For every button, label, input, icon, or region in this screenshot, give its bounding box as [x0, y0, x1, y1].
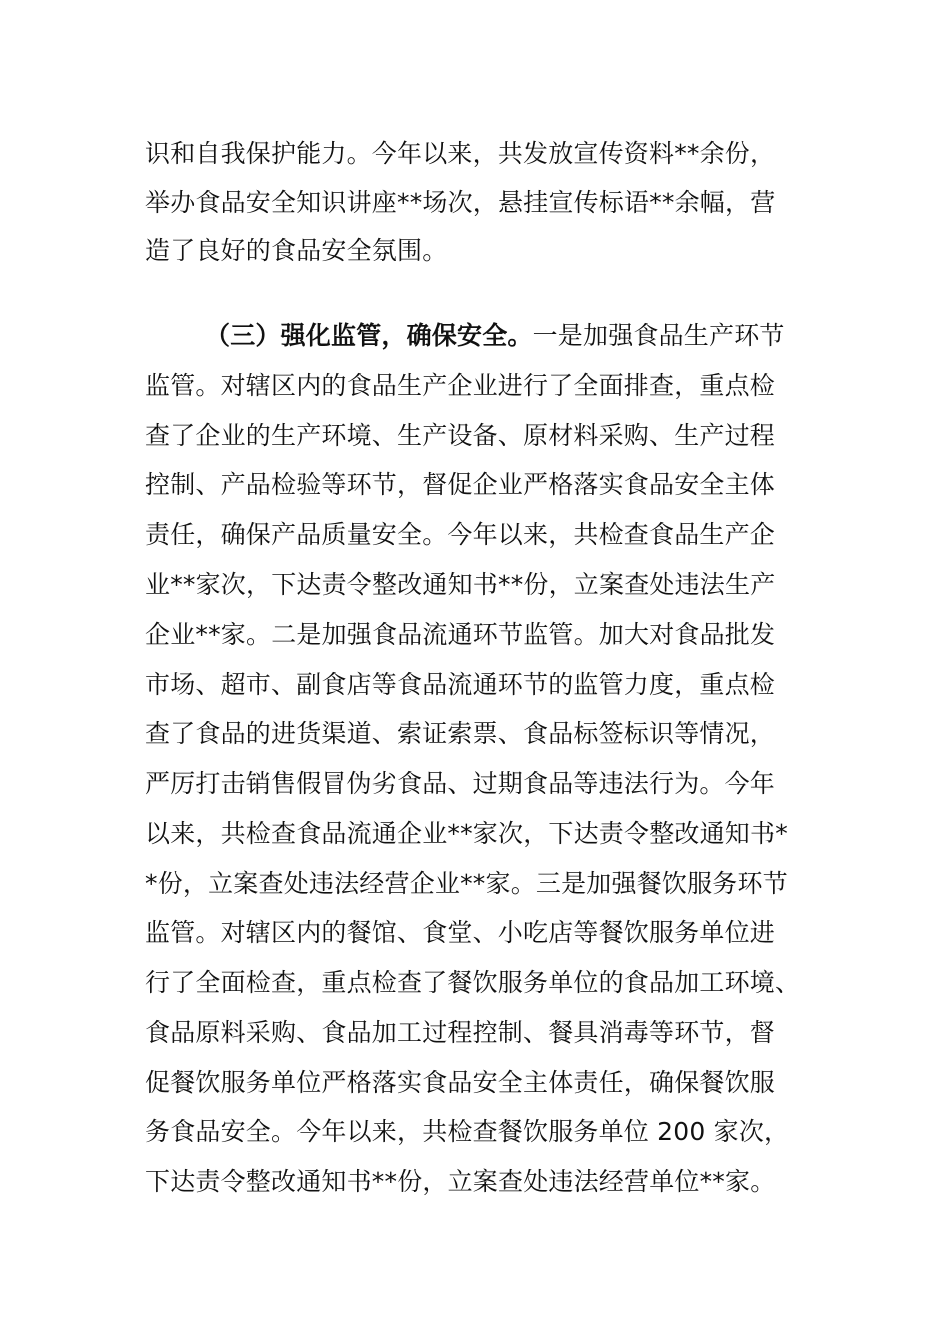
paragraph-line: 市场、超市、副食店等食品流通环节的监管力度，重点检	[145, 670, 776, 699]
paragraph-line: 责任，确保产品质量安全。今年以来，共检查食品生产企	[145, 520, 776, 549]
paragraph-line: 查了企业的生产环境、生产设备、原材料采购、生产过程	[145, 421, 776, 450]
paragraph-line: 严厉打击销售假冒伪劣食品、过期食品等违法行为。今年	[145, 769, 776, 798]
paragraph-line: 控制、产品检验等环节，督促企业严格落实食品安全主体	[145, 470, 776, 499]
paragraph-line: 行了全面检查，重点检查了餐饮服务单位的食品加工环境、	[145, 968, 801, 997]
paragraph-line: 促餐饮服务单位严格落实食品安全主体责任，确保餐饮服	[145, 1068, 776, 1097]
paragraph-line: 举办食品安全知识讲座**场次，悬挂宣传标语**余幅，营	[145, 188, 776, 217]
paragraph-line: *份，立案查处违法经营企业**家。三是加强餐饮服务环节	[145, 869, 788, 898]
paragraph-line: 业**家次，下达责令整改通知书**份，立案查处违法生产	[145, 570, 776, 599]
paragraph-line: 查了食品的进货渠道、索证索票、食品标签标识等情况，	[145, 719, 776, 748]
paragraph-line: 识和自我保护能力。今年以来，共发放宣传资料**余份，	[145, 139, 776, 168]
section-3-first-line	[205, 316, 805, 356]
paragraph-line: 造了良好的食品安全氛围。	[145, 236, 448, 265]
paragraph-line: 下达责令整改通知书**份，立案查处违法经营单位**家。	[145, 1167, 776, 1196]
section-3-heading: （三）强化监管，确保安全。	[205, 321, 533, 350]
paragraph-line: 企业**家。二是加强食品流通环节监管。加大对食品批发	[145, 620, 776, 649]
paragraph-line: 务食品安全。今年以来，共检查餐饮服务单位 200 家次，	[145, 1117, 790, 1146]
paragraph-line: 以来，共检查食品流通企业**家次，下达责令整改通知书*	[145, 819, 788, 848]
paragraph-line: 食品原料采购、食品加工过程控制、餐具消毒等环节，督	[145, 1018, 776, 1047]
section-3-first-line-text: 一是加强食品生产环节	[532, 321, 785, 350]
paragraph-line: 监管。对辖区内的食品生产企业进行了全面排查，重点检	[145, 371, 776, 400]
paragraph-line: 监管。对辖区内的餐馆、食堂、小吃店等餐饮服务单位进	[145, 918, 776, 947]
